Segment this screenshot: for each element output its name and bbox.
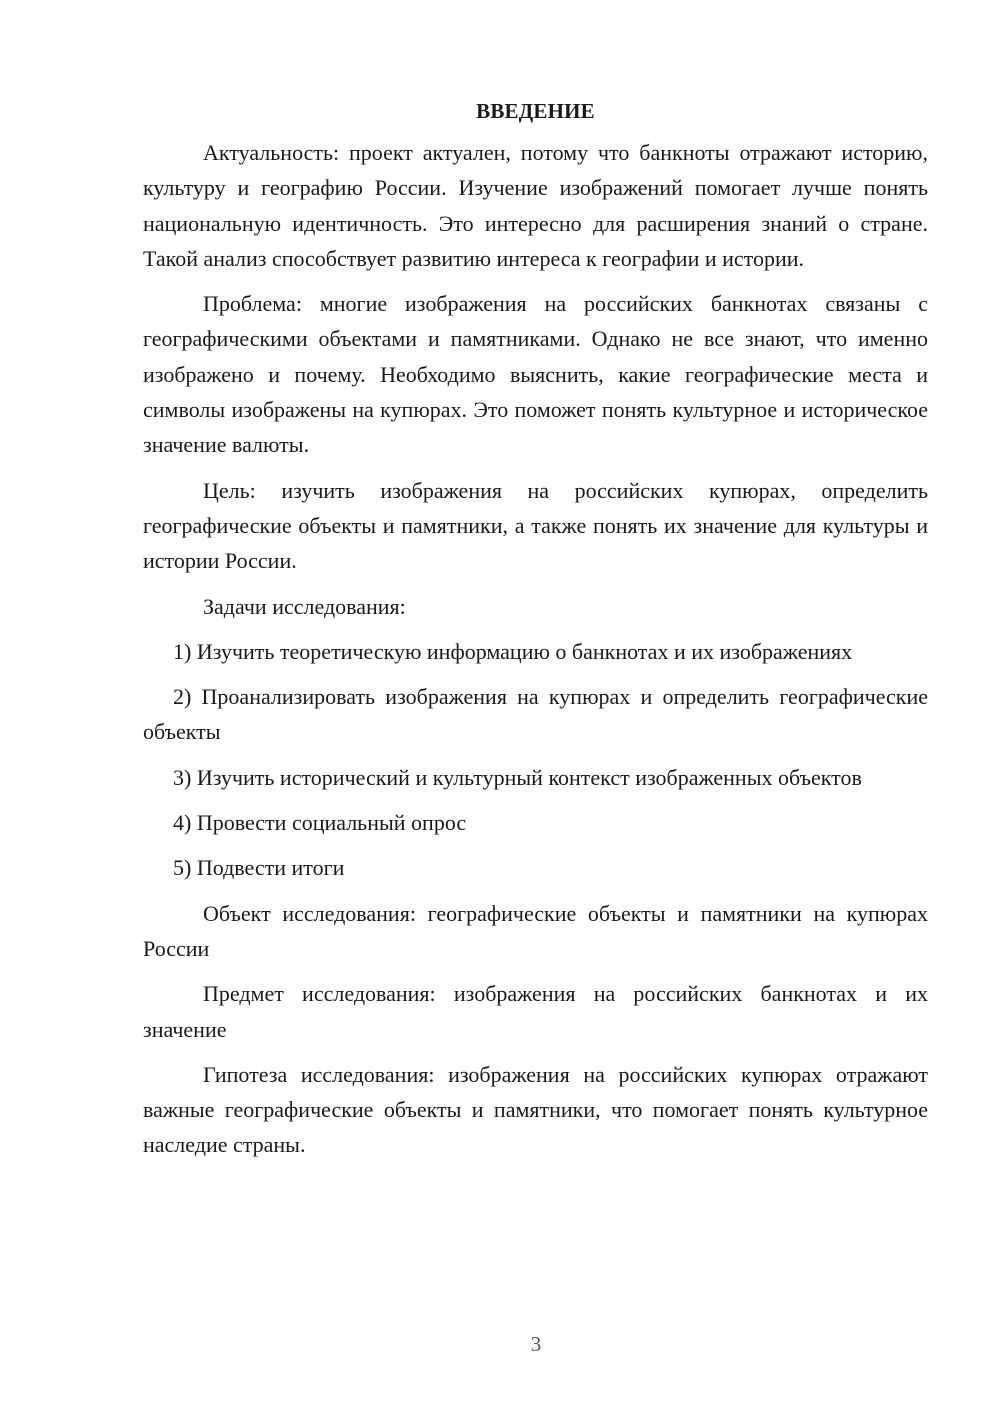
paragraph-goal: Цель: изучить изображения на российских купюрах, определить географические объекты и памятники, а также понять их значение для культуры и истории России.: [143, 477, 928, 574]
task-item-5: 5) Подвести итоги: [173, 855, 345, 881]
task-item-3: 3) Изучить исторический и культурный контекст изображенных объектов: [173, 764, 862, 790]
task-item-1: 1) Изучить теоретическую информацию о банкнотах и их изображениях: [173, 638, 853, 664]
page-number: 3: [530, 1332, 542, 1356]
page-content: [143, 96, 928, 1163]
paragraph-subject: Предмет исследования: изображения на российских банкнотах и их значение: [143, 981, 928, 1042]
section-title: ВВЕДЕНИЕ: [476, 99, 595, 123]
paragraph-tasks-heading: Задачи исследования:: [203, 593, 406, 619]
paragraph-hypothesis: Гипотеза исследования: изображения на российских купюрах отражают важные географические объекты и памятники, что помогает понять культурное наследие страны.: [143, 1061, 928, 1158]
paragraph-problem: Проблема: многие изображения на российских банкнотах связаны с географическими объектами и памятниками. Однако не все знают, что именно изображено и почему. Необходимо выяснить, какие географические места и символы изображены на купюрах. Это поможет понять культурное и историческое значение валюты.: [143, 291, 928, 458]
paragraph-object: Объект исследования: географические объекты и памятники на купюрах России: [143, 900, 928, 961]
task-item-2: 2) Проанализировать изображения на купюрах и определить географические объекты: [143, 684, 928, 745]
task-item-4: 4) Провести социальный опрос: [173, 810, 467, 836]
paragraph-relevance: Актуальность: проект актуален, потому что банкноты отражают историю, культуру и географию России. Изучение изображений помогает лучше понять национальную идентичность. Это интересно для расширения знаний о стране. Такой анализ способствует развитию интереса к географии и истории.: [143, 140, 928, 271]
